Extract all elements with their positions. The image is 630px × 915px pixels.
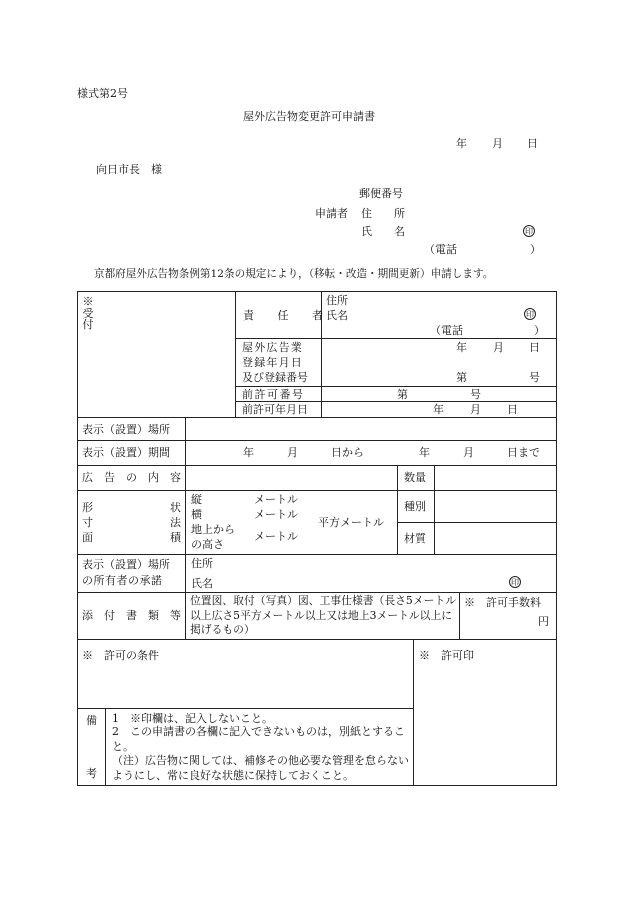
type-label: 種別 (404, 500, 426, 513)
reg-no-go: 号 (529, 371, 540, 384)
responsible-address-label: 住所 (326, 294, 348, 307)
responsible-phone-label: （電話 (430, 324, 463, 337)
attachments-text: 位置図、取付（写真）図、工事仕様書（長さ5メートル以上広さ5平方メートル以上又は地上3メートル以上に掲げるもの） (190, 594, 456, 637)
prev-permit-date-label: 前許可年月日 (242, 403, 308, 416)
registration-label-2: 登録年月日 (242, 356, 303, 369)
material-label: 材質 (404, 532, 426, 545)
fee-unit: 円 (538, 615, 549, 628)
attachments-label: 添 付 書 類 等 (82, 609, 181, 622)
applicant-phone-label: （電話 (424, 243, 457, 256)
dimension-label: 寸 法 (82, 516, 181, 529)
applicant-address-label: 住 所 (361, 207, 405, 220)
prev-no-go: 号 (470, 388, 481, 401)
quantity-label: 数量 (404, 471, 426, 484)
responsible-phone-close: ） (534, 324, 545, 337)
registration-label-3: 及び登録番号 (242, 371, 308, 384)
period-text: 年 月 日から 年 月 日まで (243, 446, 540, 459)
applicant-seal-icon: 印 (525, 227, 533, 236)
location-label: 表示（設置）場所 (82, 423, 170, 436)
content-label: 広 告 の 内 容 (82, 471, 181, 484)
owner-name-label: 氏名 (191, 577, 213, 590)
responsible-label: 責 任 者 (243, 309, 324, 322)
postal-code-label: 郵便番号 (359, 187, 403, 200)
location-field[interactable] (190, 424, 550, 436)
dim-ground-label-2: の高さ (191, 538, 224, 551)
notes-label-top: 備 (86, 714, 97, 727)
responsible-name-label: 氏名 (326, 309, 348, 322)
content-field[interactable] (190, 472, 390, 484)
owner-address-label: 住所 (191, 557, 213, 570)
date-month: 月 (492, 137, 503, 150)
dim-width-label: 横 (191, 508, 202, 521)
prev-permit-no-label: 前許可番号 (242, 388, 305, 401)
date-day: 日 (527, 137, 538, 150)
receipt-label: ※受付 (82, 295, 94, 332)
applicant-phone-close: ） (530, 243, 541, 256)
reg-month: 月 (493, 341, 504, 354)
prev-month: 月 (470, 403, 481, 416)
permit-seal-label: ※ 許可印 (419, 649, 474, 662)
prev-day: 日 (507, 403, 518, 416)
dim-height-unit: メートル (254, 493, 298, 506)
fee-label: ※ 許可手数料 (464, 596, 541, 609)
reg-year: 年 (456, 341, 467, 354)
responsible-seal-icon: 印 (526, 310, 534, 319)
note-3: （注）広告物に関しては、補修その他必要な管理を怠らないようにし、常に良好な状態に保持しておくこと。 (112, 754, 409, 782)
owner-consent-label-2: の所有者の承諾 (82, 574, 163, 587)
reg-day: 日 (529, 341, 540, 354)
date-year: 年 (456, 137, 467, 150)
area-unit: 平方メートル (318, 516, 384, 529)
note-2: 2 この申請書の各欄に記入できないものは，別紙とすること。 (112, 725, 405, 753)
period-label: 表示（設置）期間 (82, 446, 170, 459)
owner-consent-label-1: 表示（設置）場所 (82, 558, 170, 571)
note-1: 1 ※印欄は、記入しないこと。 (112, 712, 273, 725)
notes-label-bottom: 考 (86, 767, 97, 780)
owner-seal-icon: 印 (511, 578, 519, 587)
form-number: 様式第2号 (77, 87, 128, 100)
shape-label: 形 状 (82, 501, 181, 514)
addressee: 向日市長 様 (96, 163, 162, 176)
conditions-label: ※ 許可の条件 (82, 649, 159, 662)
dim-height-label: 縦 (191, 493, 202, 506)
dim-ground-label-1: 地上から (191, 523, 235, 536)
prev-no-dai: 第 (397, 388, 408, 401)
declaration-text: 京都府屋外広告物条例第12条の規定により，（移転・改造・期間更新）申請します。 (94, 268, 494, 280)
applicant-name-label: 氏 名 (361, 225, 405, 238)
prev-year: 年 (433, 403, 444, 416)
area-label: 面 積 (82, 531, 181, 544)
dim-ground-unit: メートル (254, 530, 298, 543)
registration-label-1: 屋外広告業 (242, 341, 303, 354)
reg-no-dai: 第 (456, 371, 467, 384)
applicant-label: 申請者 (315, 207, 348, 220)
dim-width-unit: メートル (254, 508, 298, 521)
document-title: 屋外広告物変更許可申請書 (243, 110, 375, 123)
